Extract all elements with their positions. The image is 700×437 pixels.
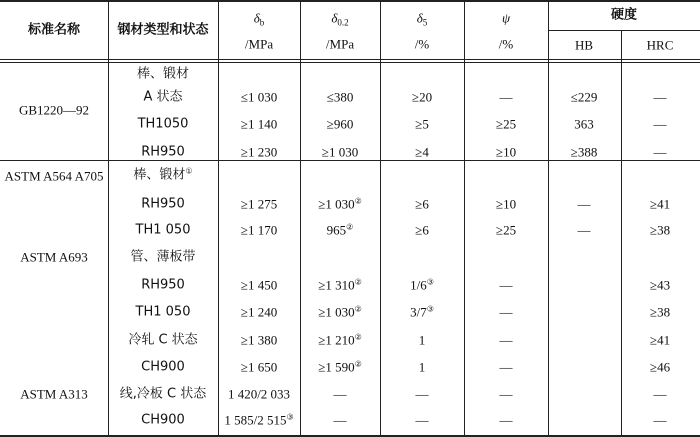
header-d5-symbol-sub: 5: [422, 17, 428, 28]
row-5-hrc-value: ≥41: [649, 196, 671, 212]
header-standard-name: [28, 24, 80, 37]
row-13-hrc-value: —: [653, 412, 667, 428]
row-9-d5-value: 3/7: [410, 304, 427, 320]
row-0-type-cell: [137, 68, 189, 81]
row-1-psi-cell: [500, 91, 513, 104]
row-10-d5-value: 1: [418, 332, 426, 348]
row-10-db-cell: [241, 334, 277, 347]
row-2-type-cell: [138, 118, 189, 131]
standard-astm-a564-label: ASTM A564 A705: [4, 168, 104, 184]
row-2-type-value: TH1050: [137, 116, 189, 132]
row-3-hrc-value: —: [653, 144, 667, 160]
row-1-d5-cell: [412, 91, 432, 104]
row-12-type-cell: [120, 388, 206, 401]
header-hb: [575, 39, 593, 52]
row-9-psi-value: —: [499, 304, 513, 320]
row-1-db-cell: [241, 91, 277, 104]
row-5-d02-cell: [318, 198, 362, 211]
header-psi-symbol-glyph: ψ: [501, 10, 511, 26]
column-rule-1: [108, 0, 109, 437]
column-rule-4: [380, 0, 381, 437]
column-rule-5: [464, 0, 465, 437]
row-0-type-value: 棒、锻材: [136, 66, 190, 82]
row-3-d5-cell: [415, 146, 429, 159]
row-1-d5-value: ≥20: [411, 89, 433, 105]
row-3-psi-value: ≥10: [495, 144, 517, 160]
row-3-hb-cell: [571, 146, 598, 159]
row-3-d02-value: ≥1 030: [321, 144, 359, 160]
row-9-type-cell: [136, 306, 191, 319]
header-d02-symbol-glyph: δ: [331, 10, 338, 26]
row-5-psi-cell: [496, 198, 516, 211]
row-11-d5-cell: [419, 361, 426, 374]
row-8-d5-footnote: ③: [426, 277, 434, 287]
header-d02-unit-label: /MPa: [325, 36, 355, 52]
row-9-db-value: ≥1 240: [240, 304, 278, 320]
row-7-type-cell: [130, 251, 195, 264]
row-11-psi-cell: [500, 361, 513, 374]
row-6-hb-value: —: [577, 222, 591, 238]
row-9-d02-cell: [318, 306, 362, 319]
row-8-hrc-value: ≥43: [649, 277, 671, 293]
row-6-db-cell: [241, 224, 277, 237]
row-5-hrc-cell: [650, 198, 670, 211]
header-db-symbol: [253, 10, 265, 28]
row-9-d02-footnote: ②: [354, 304, 362, 314]
row-2-hb-cell: [574, 118, 594, 131]
row-13-db-cell: [224, 414, 293, 427]
row-10-d5-cell: [419, 334, 426, 347]
column-rule-3: [300, 0, 301, 437]
row-4-type-cell: [133, 166, 193, 183]
row-11-hrc-value: ≥46: [649, 359, 671, 375]
row-5-d02-footnote: ②: [354, 196, 362, 206]
row-8-psi-value: —: [499, 277, 513, 293]
hardness-subheader-rule: [548, 30, 700, 31]
row-5-type-value: RH950: [141, 196, 185, 212]
row-13-db-value: 1 585/2 515: [224, 412, 287, 428]
column-rule-2: [218, 0, 219, 437]
header-hrc-label: HRC: [646, 37, 674, 53]
row-8-psi-cell: [500, 279, 513, 292]
row-11-d02-value: ≥1 590: [318, 359, 355, 375]
row-10-db-value: ≥1 380: [240, 332, 278, 348]
row-3-hb-value: ≥388: [570, 144, 598, 160]
row-4-type-value: 棒、锻材: [133, 167, 186, 183]
row-13-d02-cell: [334, 414, 347, 427]
standard-astm-a693: [20, 251, 88, 264]
row-11-hrc-cell: [650, 361, 670, 374]
standard-astm-a693-label: ASTM A693: [20, 249, 88, 265]
row-1-psi-value: —: [499, 89, 513, 105]
row-8-type-cell: [141, 279, 185, 292]
header-d5-unit: [415, 38, 429, 51]
row-7-type-value: 管、薄板带: [130, 249, 196, 265]
row-6-d02-footnote: ②: [346, 222, 354, 232]
row-11-d02-cell: [318, 361, 362, 374]
row-13-psi-value: —: [499, 412, 513, 428]
header-d02-symbol: [331, 10, 349, 28]
header-steel-type: [117, 24, 208, 37]
row-2-db-cell: [241, 118, 277, 131]
row-5-hb-cell: [578, 198, 591, 211]
row-1-hb-value: ≤229: [570, 89, 598, 105]
row-1-type-cell: [143, 91, 182, 104]
row-4-type-footnote: ①: [185, 166, 193, 176]
row-8-db-value: ≥1 450: [240, 277, 278, 293]
header-psi-unit: [499, 38, 513, 51]
row-12-d5-value: —: [415, 386, 429, 402]
row-12-type-value: 线,冷板 C 状态: [119, 386, 207, 402]
row-13-db-footnote: ③: [286, 412, 294, 422]
row-5-db-cell: [241, 198, 277, 211]
gb-section-rule: [0, 160, 700, 161]
row-10-d02-footnote: ②: [354, 332, 362, 342]
row-2-psi-cell: [496, 118, 516, 131]
row-1-d02-cell: [327, 91, 354, 104]
header-hardness-label: 硬度: [610, 7, 638, 23]
row-2-d5-value: ≥5: [415, 116, 429, 132]
header-standard-label: 标准名称: [27, 22, 81, 38]
row-2-db-value: ≥1 140: [240, 116, 278, 132]
row-8-type-value: RH950: [141, 277, 185, 293]
row-1-db-value: ≤1 030: [240, 89, 278, 105]
row-9-hrc-value: ≥38: [649, 304, 671, 320]
row-6-d5-value: ≥6: [415, 222, 429, 238]
header-d5-symbol: [416, 10, 428, 28]
row-8-d02-cell: [318, 279, 362, 292]
header-d5-symbol-glyph: δ: [416, 10, 423, 26]
row-10-psi-value: —: [499, 332, 513, 348]
row-6-type-cell: [136, 224, 191, 237]
row-9-d5-cell: [410, 306, 434, 319]
row-1-hrc-cell: [654, 91, 667, 104]
row-11-d5-value: 1: [418, 359, 426, 375]
row-9-d02-value: ≥1 030: [318, 304, 355, 320]
header-hrc: [647, 39, 674, 52]
row-10-psi-cell: [500, 334, 513, 347]
row-6-psi-cell: [496, 224, 516, 237]
row-1-hrc-value: —: [653, 89, 667, 105]
standard-astm-a313-label: ASTM A313: [20, 386, 88, 402]
row-6-d02-cell: [327, 224, 354, 237]
column-rule-6: [548, 0, 549, 437]
header-db-unit-label: /MPa: [244, 36, 274, 52]
row-13-d5-cell: [416, 414, 429, 427]
row-5-d5-cell: [415, 198, 429, 211]
row-5-psi-value: ≥10: [495, 196, 517, 212]
row-12-hrc-value: —: [653, 386, 667, 402]
row-12-psi-value: —: [499, 386, 513, 402]
row-3-db-cell: [241, 146, 277, 159]
row-6-psi-value: ≥25: [495, 222, 517, 238]
row-12-d5-cell: [416, 388, 429, 401]
row-5-d5-value: ≥6: [415, 196, 429, 212]
row-3-psi-cell: [496, 146, 516, 159]
row-9-hrc-cell: [650, 306, 670, 319]
row-13-hrc-cell: [654, 414, 667, 427]
row-6-hrc-cell: [650, 224, 670, 237]
header-bottom-rule-double: [0, 62, 700, 63]
row-12-psi-cell: [500, 388, 513, 401]
row-12-db-value: 1 420/2 033: [227, 386, 291, 402]
row-11-psi-value: —: [499, 359, 513, 375]
row-11-type-value: CH900: [141, 359, 185, 375]
row-6-d02-value: 965: [326, 222, 347, 238]
row-1-type-value: A 状态: [143, 89, 183, 105]
standard-gb1220: [19, 104, 89, 117]
row-1-hb-cell: [571, 91, 598, 104]
row-13-psi-cell: [500, 414, 513, 427]
row-10-d02-cell: [318, 334, 362, 347]
header-db-symbol-glyph: δ: [253, 10, 260, 26]
row-8-d5-value: 1/6: [410, 277, 427, 293]
row-13-type-value: CH900: [141, 412, 185, 428]
row-2-hrc-cell: [654, 118, 667, 131]
row-2-hb-value: 363: [574, 116, 594, 132]
row-11-db-value: ≥1 650: [240, 359, 278, 375]
row-5-db-value: ≥1 275: [240, 196, 278, 212]
row-3-d02-cell: [322, 146, 358, 159]
row-12-hrc-cell: [654, 388, 667, 401]
row-8-d02-value: ≥1 310: [318, 277, 355, 293]
header-hb-label: HB: [574, 37, 594, 53]
row-6-d5-cell: [415, 224, 429, 237]
row-2-d5-cell: [415, 118, 429, 131]
row-9-db-cell: [241, 306, 277, 319]
standard-astm-a313: [20, 388, 88, 401]
row-9-type-value: TH1 050: [135, 304, 191, 320]
row-11-type-cell: [141, 361, 185, 374]
row-12-d02-value: —: [333, 386, 347, 402]
row-10-d02-value: ≥1 210: [318, 332, 355, 348]
row-8-db-cell: [241, 279, 277, 292]
header-db-unit: [245, 38, 273, 51]
row-2-d02-cell: [327, 118, 354, 131]
row-5-d02-value: ≥1 030: [318, 196, 355, 212]
row-3-type-value: RH950: [141, 144, 185, 160]
row-13-d02-value: —: [333, 412, 347, 428]
row-13-d5-value: —: [415, 412, 429, 428]
row-12-d02-cell: [334, 388, 347, 401]
row-2-hrc-value: —: [653, 116, 667, 132]
row-1-d02-value: ≤380: [326, 89, 354, 105]
row-6-hrc-value: ≥38: [649, 222, 671, 238]
header-d02-symbol-sub: 0.2: [337, 17, 349, 28]
column-rule-7: [621, 30, 622, 437]
row-10-hrc-value: ≥41: [649, 332, 671, 348]
row-11-db-cell: [241, 361, 277, 374]
row-8-d02-footnote: ②: [354, 277, 362, 287]
row-3-d5-value: ≥4: [415, 144, 429, 160]
row-6-type-value: TH1 050: [135, 222, 191, 238]
row-8-hrc-cell: [650, 279, 670, 292]
header-db-symbol-sub: b: [259, 17, 265, 28]
row-8-d5-cell: [410, 279, 434, 292]
row-6-hb-cell: [578, 224, 591, 237]
header-bottom-rule: [0, 59, 700, 60]
standard-astm-a564: [5, 170, 104, 183]
row-13-type-cell: [141, 414, 185, 427]
row-3-type-cell: [141, 146, 185, 159]
row-10-type-cell: [128, 334, 197, 347]
header-steel-type-label: 钢材类型和状态: [117, 22, 209, 38]
header-psi-unit-label: /%: [498, 36, 514, 52]
header-psi-symbol: [502, 12, 510, 25]
row-12-db-cell: [228, 388, 290, 401]
row-10-type-value: 冷轧 C 状态: [128, 332, 198, 348]
row-3-hrc-cell: [654, 146, 667, 159]
standard-gb1220-label: GB1220—92: [18, 102, 90, 118]
header-hardness: [611, 9, 637, 22]
row-6-db-value: ≥1 170: [240, 222, 278, 238]
header-d02-unit: [326, 38, 354, 51]
row-3-db-value: ≥1 230: [240, 144, 278, 160]
row-10-hrc-cell: [650, 334, 670, 347]
row-9-psi-cell: [500, 306, 513, 319]
row-2-d02-value: ≥960: [326, 116, 354, 132]
row-5-hb-value: —: [577, 196, 591, 212]
row-9-d5-footnote: ③: [426, 304, 434, 314]
row-5-type-cell: [141, 198, 185, 211]
table-top-rule: [0, 0, 700, 2]
header-d5-unit-label: /%: [414, 36, 430, 52]
row-11-d02-footnote: ②: [354, 359, 362, 369]
row-2-psi-value: ≥25: [495, 116, 517, 132]
